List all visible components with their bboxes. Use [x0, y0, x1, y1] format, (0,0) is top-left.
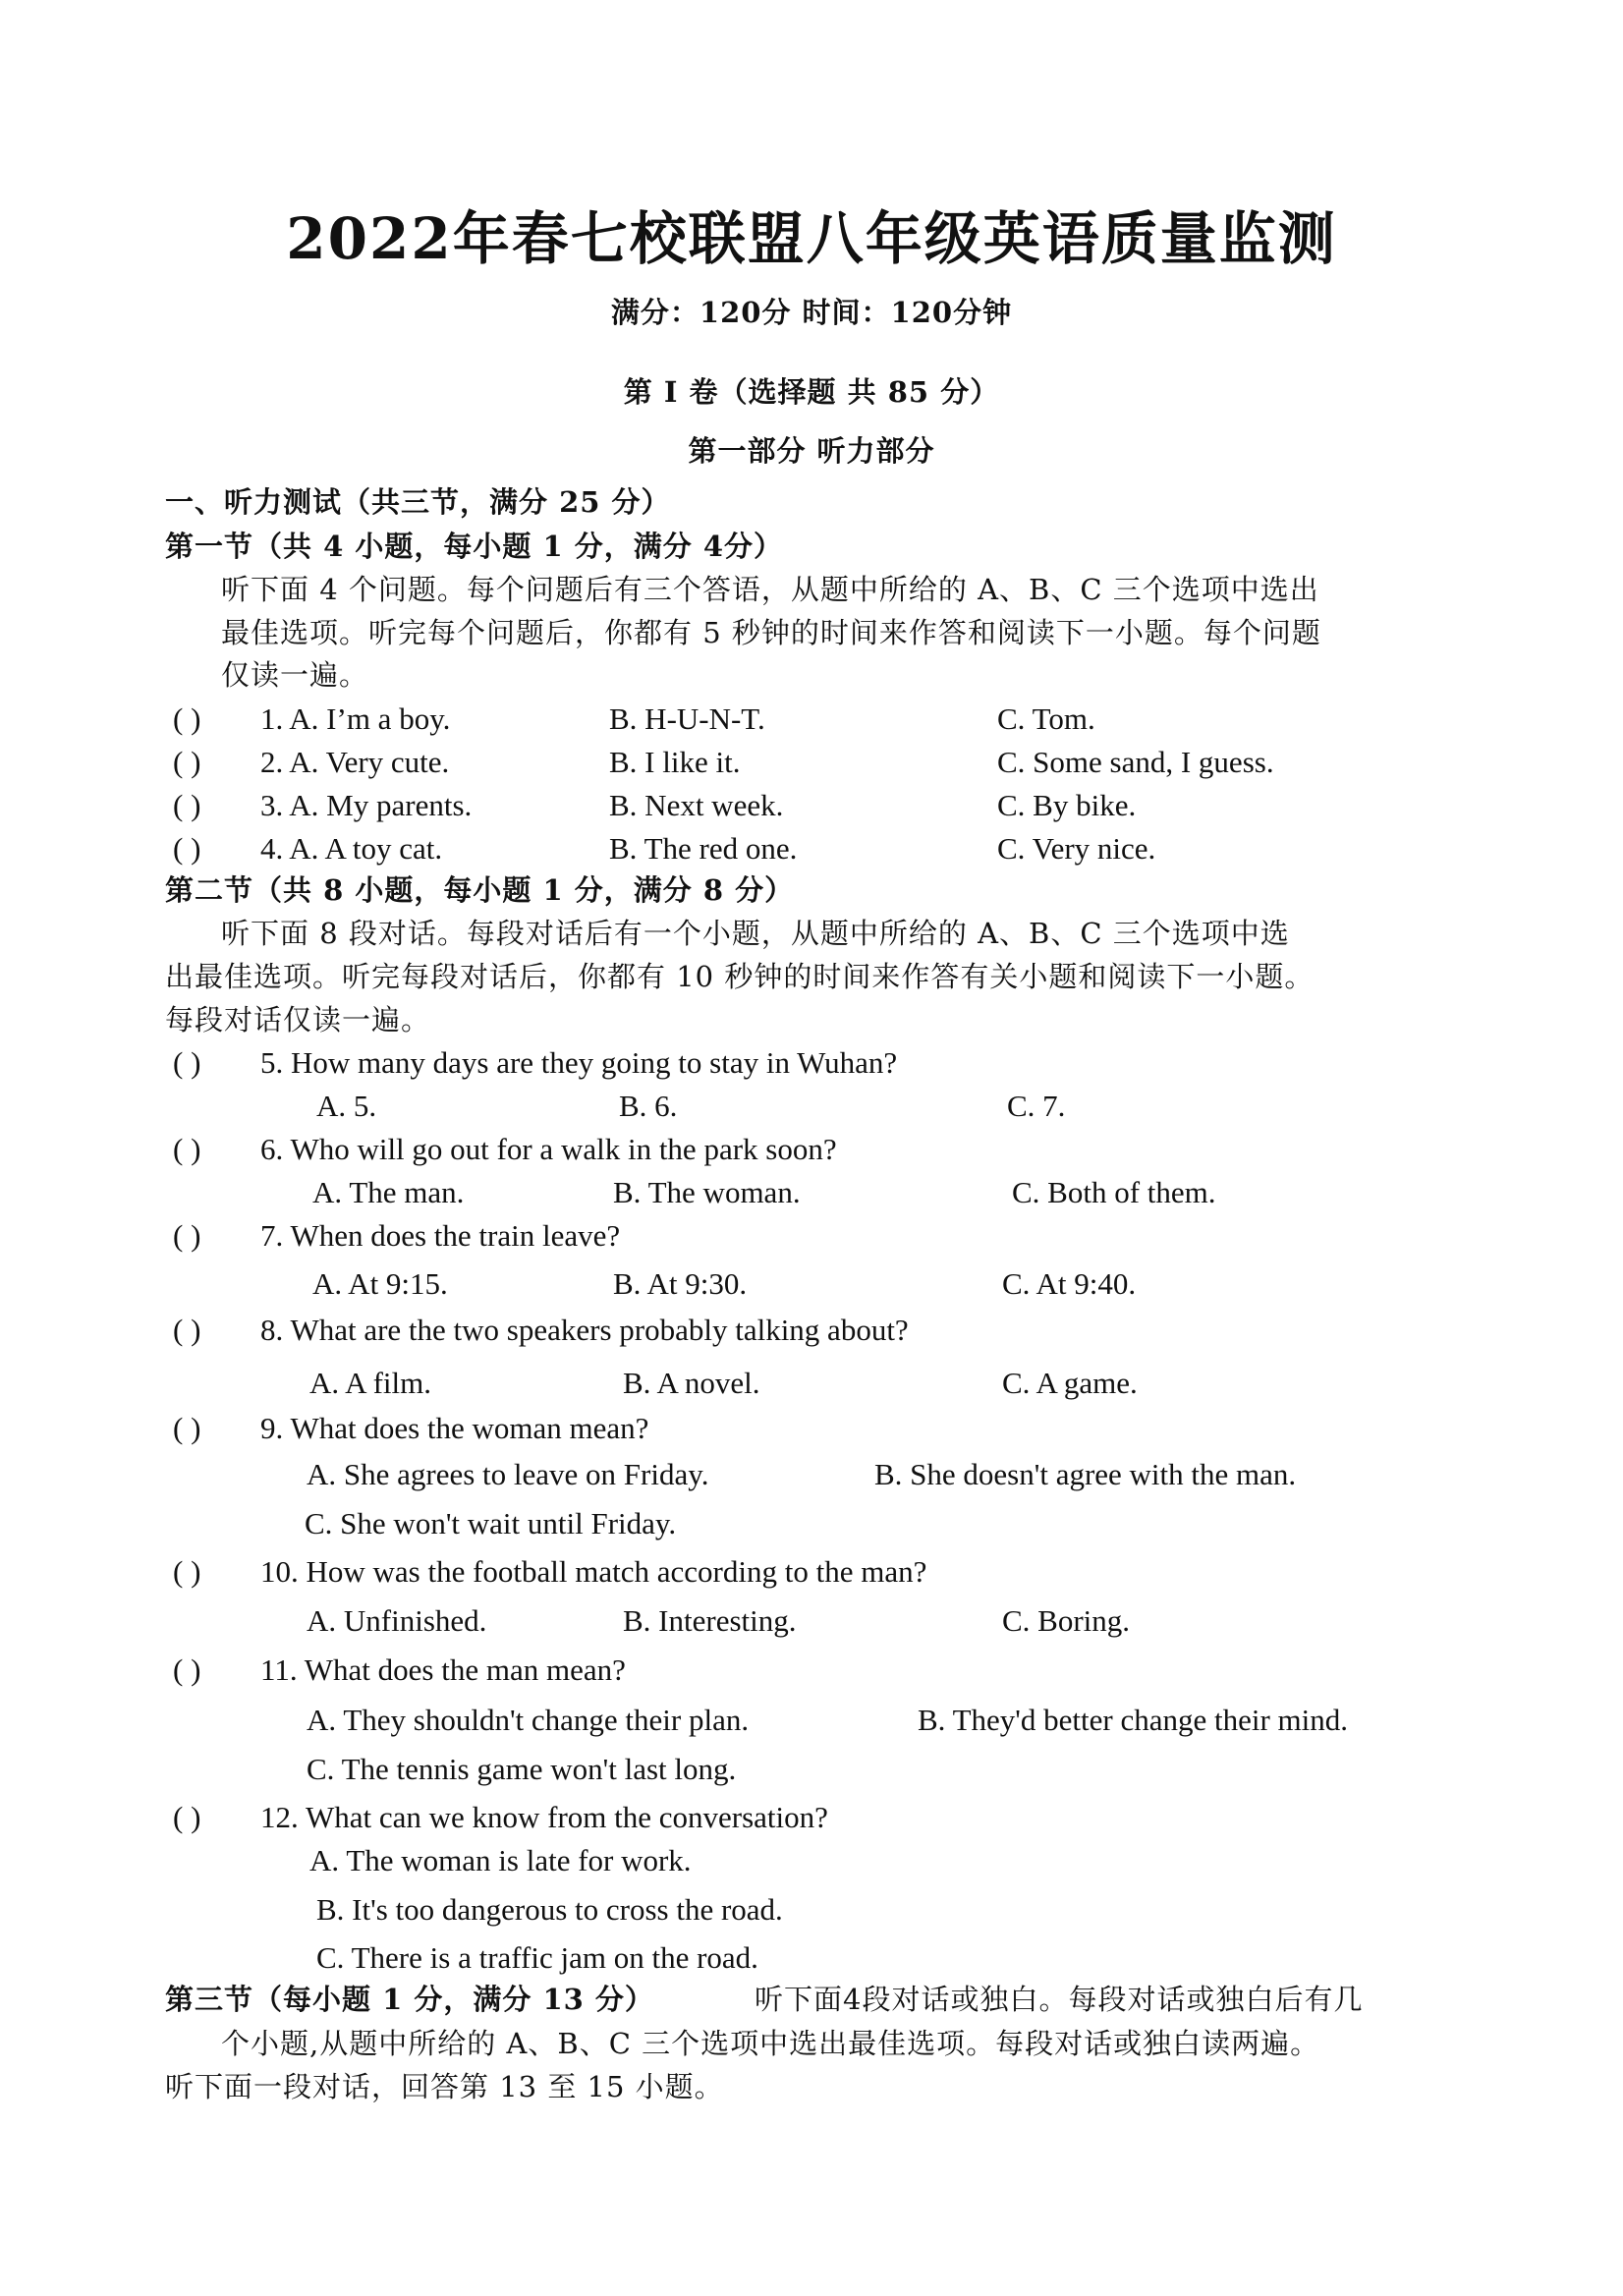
option-c: C. Some sand, I guess. [997, 745, 1274, 779]
question-text: 8. What are the two speakers probably talking about? [260, 1313, 909, 1347]
part-heading: 第一部分 听力部分 [688, 434, 935, 468]
option-a: A. The man. [312, 1175, 465, 1209]
question-text: 7. When does the train leave? [260, 1218, 621, 1253]
option-c: C. A game. [1002, 1366, 1138, 1400]
option-c: C. By bike. [997, 788, 1137, 822]
option-a: A. The woman is late for work. [309, 1843, 692, 1877]
section3-heading: 第三节（每小题 1 分，满分 13 分） [165, 1983, 654, 2016]
section3-instruction-line: 听下面4段对话或独白。每段对话或独白后有几 [755, 1983, 1364, 2016]
option-c: C. She won't wait until Friday. [305, 1506, 677, 1540]
option-b: B. She doesn't agree with the man. [874, 1457, 1297, 1491]
option-b: B. At 9:30. [613, 1266, 748, 1301]
section1-instruction-line: 最佳选项。听完每个问题后，你都有 5 秒钟的时间来作答和阅读下一小题。每个问题 [221, 616, 1321, 649]
answer-bracket: ( ) [173, 745, 201, 779]
option-a: A. At 9:15. [312, 1266, 448, 1301]
option-c: C. Boring. [1002, 1603, 1131, 1638]
option-c: C. 7. [1007, 1089, 1066, 1123]
question-text: 3. A. My parents. [260, 788, 473, 822]
answer-bracket: ( ) [173, 1652, 201, 1687]
listening-heading: 一、听力测试（共三节，满分 25 分） [165, 485, 671, 519]
answer-bracket: ( ) [173, 1313, 201, 1347]
answer-bracket: ( ) [173, 701, 201, 736]
question-text: 12. What can we know from the conversation? [260, 1800, 828, 1834]
option-b: B. It's too dangerous to cross the road. [316, 1892, 783, 1927]
option-a: A. 5. [316, 1089, 377, 1123]
section2-instruction-line: 每段对话仅读一遍。 [165, 1003, 431, 1036]
option-b: B. The red one. [609, 831, 798, 866]
option-b: B. The woman. [613, 1175, 801, 1209]
section3-instruction-line: 个小题,从题中所给的 A、B、C 三个选项中选出最佳选项。每段对话或独白读两遍。 [221, 2027, 1320, 2060]
question-text: 11. What does the man mean? [260, 1652, 626, 1687]
question-text: 4. A. A toy cat. [260, 831, 443, 866]
section3-instruction-line: 听下面一段对话，回答第 13 至 15 小题。 [165, 2070, 724, 2103]
answer-bracket: ( ) [173, 1045, 201, 1080]
section2-instruction-line: 听下面 8 段对话。每段对话后有一个小题，从题中所给的 A、B、C 三个选项中选 [221, 917, 1290, 950]
option-b: B. I like it. [609, 745, 741, 779]
option-b: B. 6. [619, 1089, 678, 1123]
option-b: B. A novel. [623, 1366, 760, 1400]
option-b: B. H-U-N-T. [609, 701, 765, 736]
volume-heading: 第 I 卷（选择题 共 85 分） [623, 375, 1000, 409]
option-a: A. They shouldn't change their plan. [307, 1703, 750, 1737]
question-text: 2. A. Very cute. [260, 745, 450, 779]
answer-bracket: ( ) [173, 788, 201, 822]
option-a: A. A film. [309, 1366, 432, 1400]
exam-title: 2022年春七校联盟八年级英语质量监测 [286, 205, 1337, 272]
section2-instruction-line: 出最佳选项。听完每段对话后，你都有 10 秒钟的时间来作答有关小题和阅读下一小题。 [165, 960, 1315, 993]
exam-subtitle: 满分：120分 时间：120分钟 [610, 296, 1013, 329]
option-c: C. Tom. [997, 701, 1095, 736]
answer-bracket: ( ) [173, 1218, 201, 1253]
question-text: 10. How was the football match according to the man? [260, 1554, 927, 1589]
option-c: C. Very nice. [997, 831, 1156, 866]
question-text: 6. Who will go out for a walk in the park soon? [260, 1132, 837, 1166]
section1-heading: 第一节（共 4 小题，每小题 1 分，满分 4分） [165, 530, 784, 563]
option-c: C. At 9:40. [1002, 1266, 1137, 1301]
answer-bracket: ( ) [173, 1554, 201, 1589]
answer-bracket: ( ) [173, 1800, 201, 1834]
question-text: 5. How many days are they going to stay in Wuhan? [260, 1045, 898, 1080]
section1-instruction-line: 仅读一遍。 [221, 658, 369, 692]
section1-instruction-line: 听下面 4 个问题。每个问题后有三个答语，从题中所给的 A、B、C 三个选项中选出 [221, 573, 1319, 606]
option-c: C. The tennis game won't last long. [307, 1752, 737, 1786]
question-text: 1. A. I’m a boy. [260, 701, 451, 736]
answer-bracket: ( ) [173, 1411, 201, 1445]
option-b: B. They'd better change their mind. [918, 1703, 1349, 1737]
question-text: 9. What does the woman mean? [260, 1411, 649, 1445]
option-c: C. Both of them. [1012, 1175, 1216, 1209]
option-a: A. Unfinished. [307, 1603, 487, 1638]
section2-heading: 第二节（共 8 小题，每小题 1 分，满分 8 分） [165, 873, 795, 907]
option-c: C. There is a traffic jam on the road. [316, 1940, 758, 1975]
option-b: B. Next week. [609, 788, 784, 822]
option-a: A. She agrees to leave on Friday. [307, 1457, 709, 1491]
option-b: B. Interesting. [623, 1603, 797, 1638]
answer-bracket: ( ) [173, 831, 201, 866]
answer-bracket: ( ) [173, 1132, 201, 1166]
